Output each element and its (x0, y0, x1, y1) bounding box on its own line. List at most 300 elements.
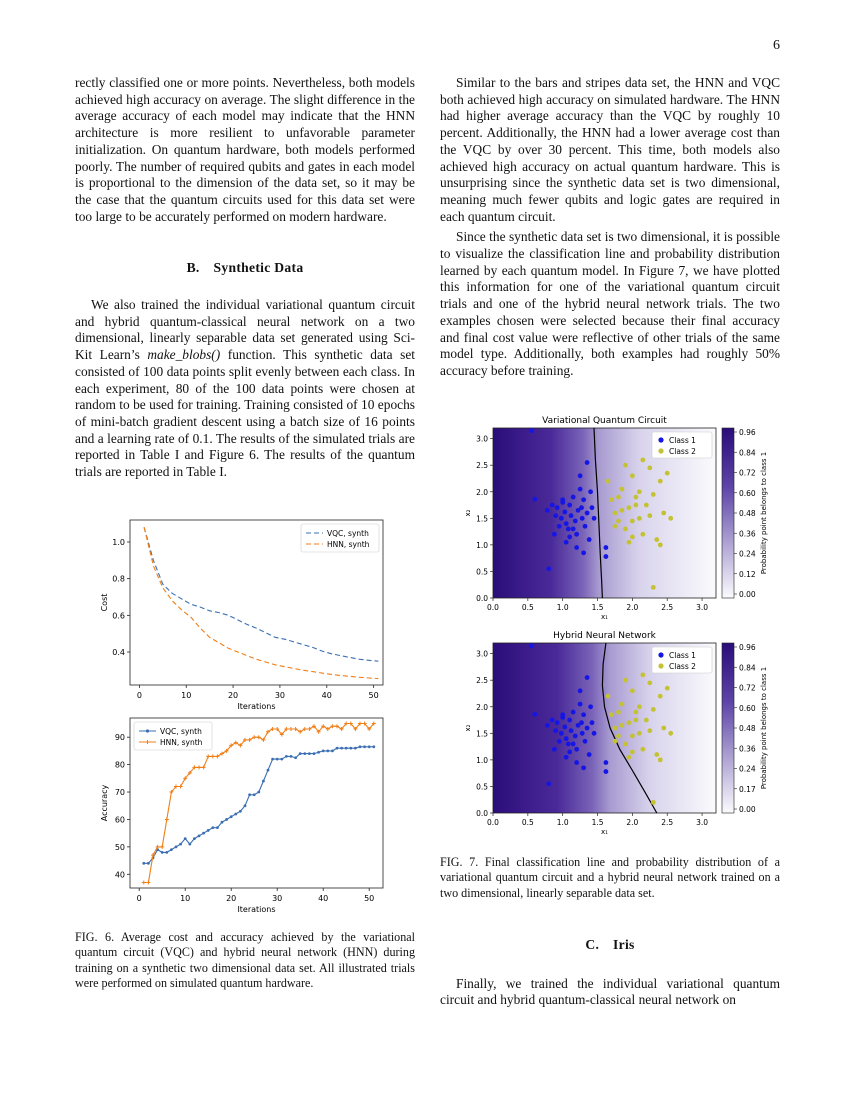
data-point (161, 851, 164, 854)
colorbar-tick-label: 0.36 (739, 744, 756, 754)
data-point (668, 516, 673, 521)
x-tick-label: 20 (226, 894, 237, 903)
data-point (661, 726, 666, 731)
figure-6-caption: FIG. 6. Average cost and accuracy achieved by the variational quantum circuit (VQC) and hybrid neural network (HNN) during training on a synthetic two dimensional data set. All illustrated trials were performed on simulated quantum hardware. (75, 930, 415, 991)
data-point (322, 750, 325, 753)
data-point (644, 718, 649, 723)
y-tick-label: 90 (114, 733, 125, 743)
paragraph: rectly classified one or more points. Nevertheless, both models achieved high accuracy on average. The slight difference in the average accuracy of each model may indicate that the HNN architecture is more resilient to unfavorable parameter initialization. On quantum hardware, both models performed poorly. The number of required qubits and gates in each model is proportional to the dimension of the data set, so it may be the case that the quantum circuits used for this data set were too large to be accurately performed on modern hardware. (75, 75, 415, 224)
y-tick-label: 0.6 (112, 611, 125, 621)
data-point (574, 760, 579, 765)
y-tick-label: 0.5 (476, 782, 488, 792)
y-tick-label: 1.0 (112, 538, 125, 547)
legend-label: VQC, synth (327, 529, 369, 538)
x-tick-label: 40 (321, 691, 332, 700)
data-point (668, 731, 673, 736)
y-axis-label: x₂ (464, 509, 472, 517)
data-point (262, 780, 265, 783)
y-tick-label: 0.4 (112, 648, 125, 657)
data-point (165, 851, 168, 854)
data-point (637, 516, 642, 521)
x-axis-label: Iterations (237, 905, 276, 913)
y-tick-label: 60 (114, 815, 125, 825)
data-point (545, 723, 550, 728)
right-column (440, 75, 780, 380)
x-axis-label: x₁ (601, 613, 608, 620)
data-point (230, 815, 233, 818)
data-point (603, 760, 608, 765)
legend-marker (658, 663, 663, 668)
data-point (581, 712, 586, 717)
colorbar-tick-label: 0.24 (739, 764, 756, 774)
data-point (573, 734, 578, 739)
data-point (665, 686, 670, 691)
colorbar-tick-label: 0.12 (739, 569, 756, 579)
data-point (658, 479, 663, 484)
data-point (560, 712, 565, 717)
data-point (633, 718, 638, 723)
y-tick-label: 50 (114, 842, 125, 852)
data-point (658, 694, 663, 699)
data-point (142, 862, 145, 865)
x-tick-label: 20 (227, 691, 239, 700)
data-point (349, 747, 352, 750)
data-point (553, 513, 558, 518)
y-tick-label: 40 (114, 870, 125, 880)
data-point (562, 510, 567, 515)
legend-label: HNN, synth (327, 540, 370, 549)
paragraph: Finally, we trained the individual variational quantum circuit and hybrid quantum-classical neural network on (440, 975, 780, 1008)
left-column (75, 75, 415, 481)
colorbar-tick-label: 0.48 (739, 724, 756, 733)
data-point (587, 537, 592, 542)
data-point (313, 752, 316, 755)
data-point (651, 800, 656, 805)
x-tick-label: 30 (272, 894, 283, 903)
data-point (620, 487, 625, 492)
data-point (620, 508, 625, 513)
data-point (567, 535, 572, 540)
data-point (529, 643, 534, 648)
data-point (550, 718, 555, 723)
right-column-lower (440, 937, 780, 1009)
legend (301, 524, 379, 552)
data-point (564, 521, 569, 526)
y-tick-label: 80 (114, 760, 125, 770)
data-point (588, 489, 593, 494)
colorbar-label: Probability point belongs to class 1 (760, 666, 768, 790)
data-point (651, 585, 656, 590)
data-point (637, 489, 642, 494)
data-point (567, 718, 572, 723)
legend (652, 432, 712, 458)
x-tick-label: 0 (136, 894, 142, 903)
data-point (647, 728, 652, 733)
data-point (290, 755, 293, 758)
data-point (606, 479, 611, 484)
figure-7-caption: FIG. 7. Final classification line and probability distribution of a variational quantum circuit and a hybrid neural network trained on a two dimensional, linearly separable data set. (440, 855, 780, 900)
data-point (623, 527, 628, 532)
x-tick-label: 0.5 (521, 818, 534, 827)
data-point (630, 473, 635, 478)
data-point (354, 747, 357, 750)
data-point (170, 848, 173, 851)
data-point (651, 707, 656, 712)
data-point (532, 497, 537, 502)
data-point (623, 463, 628, 468)
x-tick-label: 2.5 (661, 603, 674, 612)
colorbar-tick-label: 0.96 (739, 428, 756, 437)
legend-label: VQC, synth (160, 727, 202, 736)
data-point (630, 535, 635, 540)
data-point (585, 675, 590, 680)
data-point (571, 495, 576, 500)
data-point (546, 781, 551, 786)
data-point (564, 755, 569, 760)
data-point (567, 503, 572, 508)
data-point (592, 516, 597, 521)
data-point (587, 752, 592, 757)
data-point (588, 704, 593, 709)
data-point (571, 742, 576, 747)
data-point (579, 720, 584, 725)
y-tick-label: 1.0 (476, 540, 488, 550)
data-point (633, 495, 638, 500)
data-point (326, 750, 329, 753)
x-axis-label: x₁ (601, 828, 608, 835)
data-point (555, 720, 560, 725)
data-point (571, 710, 576, 715)
data-point (532, 712, 537, 717)
data-point (331, 750, 334, 753)
data-point (550, 503, 555, 508)
colorbar (722, 428, 734, 598)
data-point (340, 747, 343, 750)
data-point (280, 758, 283, 761)
legend-label: Class 1 (669, 436, 696, 445)
data-point (647, 680, 652, 685)
data-point (647, 465, 652, 470)
data-point (581, 765, 586, 770)
data-point (193, 837, 196, 840)
legend-marker (658, 448, 663, 453)
x-tick-label: 2.5 (661, 818, 674, 827)
x-tick-label: 2.0 (626, 818, 639, 827)
data-point (603, 769, 608, 774)
x-tick-label: 2.0 (626, 603, 639, 612)
data-point (578, 473, 583, 478)
data-point (640, 457, 645, 462)
data-point (633, 710, 638, 715)
colorbar-tick-label: 0.84 (739, 448, 756, 458)
data-point (581, 550, 586, 555)
colorbar-tick-label: 0.17 (739, 784, 756, 794)
data-point (560, 497, 565, 502)
data-point (580, 516, 585, 521)
colorbar-tick-label: 0.84 (739, 663, 756, 673)
data-point (585, 726, 590, 731)
data-point (368, 745, 371, 748)
data-point (637, 731, 642, 736)
data-point (630, 519, 635, 524)
data-point (216, 826, 219, 829)
data-point (637, 704, 642, 709)
legend-marker (658, 652, 663, 657)
data-point (658, 757, 663, 762)
data-point (569, 728, 574, 733)
data-point (211, 826, 214, 829)
data-point (573, 519, 578, 524)
data-point (574, 545, 579, 550)
data-point (606, 694, 611, 699)
data-point (581, 497, 586, 502)
data-point (188, 843, 191, 846)
x-tick-label: 30 (274, 691, 286, 700)
data-point (257, 791, 260, 794)
data-point (647, 513, 652, 518)
data-point (317, 751, 320, 754)
legend-label: Class 1 (669, 651, 696, 660)
y-tick-label: 2.5 (476, 676, 488, 686)
data-point (271, 758, 274, 761)
data-point (603, 554, 608, 559)
data-point (661, 511, 666, 516)
data-point (626, 720, 631, 725)
x-tick-label: 0 (136, 691, 142, 700)
data-point (609, 497, 614, 502)
accuracy-chart (95, 713, 395, 913)
y-tick-label: 70 (114, 788, 125, 798)
y-tick-label: 0.0 (476, 809, 488, 818)
cost-chart (95, 515, 395, 710)
data-point (630, 750, 635, 755)
y-axis-label: Accuracy (100, 784, 109, 822)
data-point (239, 810, 242, 813)
colorbar-tick-label: 0.00 (739, 590, 756, 599)
colorbar-tick-label: 0.00 (739, 805, 756, 814)
data-point (184, 837, 187, 840)
data-point (616, 734, 621, 739)
x-tick-label: 10 (181, 691, 192, 700)
data-point (578, 702, 583, 707)
legend-label: HNN, synth (160, 738, 203, 747)
data-point (557, 524, 562, 529)
y-tick-label: 2.5 (476, 461, 488, 471)
data-point (207, 829, 210, 832)
colorbar-tick-label: 0.24 (739, 549, 756, 559)
data-point (179, 843, 182, 846)
data-point (613, 739, 618, 744)
data-point (603, 545, 608, 550)
data-point (616, 519, 621, 524)
data-point (253, 793, 256, 796)
data-point (299, 752, 302, 755)
data-point (267, 769, 270, 772)
data-point (175, 845, 178, 848)
y-tick-label: 1.5 (476, 514, 488, 524)
data-point (303, 752, 306, 755)
x-tick-label: 10 (180, 894, 191, 903)
y-tick-label: 0.5 (476, 567, 488, 577)
y-tick-label: 1.5 (476, 729, 488, 739)
data-point (578, 487, 583, 492)
page-number: 6 (773, 38, 780, 53)
colorbar-tick-label: 0.60 (739, 703, 756, 713)
data-point (559, 516, 564, 521)
plot-title: Hybrid Neural Network (553, 631, 656, 641)
data-point (571, 527, 576, 532)
data-point (613, 726, 618, 731)
data-point (630, 734, 635, 739)
data-point (564, 736, 569, 741)
y-tick-label: 0.0 (476, 594, 488, 603)
data-point (221, 821, 224, 824)
data-point (555, 505, 560, 510)
data-point (552, 747, 557, 752)
data-point (654, 537, 659, 542)
data-point (552, 532, 557, 537)
function-name: make_blobs() (147, 347, 221, 363)
colorbar-tick-label: 0.96 (739, 643, 756, 652)
data-point (644, 503, 649, 508)
legend (134, 722, 212, 750)
data-point (294, 756, 297, 759)
data-point (654, 752, 659, 757)
colorbar-tick-label: 0.72 (739, 683, 756, 693)
x-tick-label: 0.0 (487, 603, 499, 612)
data-point (616, 710, 621, 715)
data-point (613, 524, 618, 529)
data-point (620, 702, 625, 707)
data-point (633, 503, 638, 508)
colorbar-tick-label: 0.36 (739, 529, 756, 539)
data-point (574, 532, 579, 537)
data-point (651, 492, 656, 497)
legend-label: Class 2 (669, 447, 696, 456)
x-tick-label: 0.0 (487, 818, 499, 827)
plot-title: Variational Quantum Circuit (542, 416, 667, 426)
y-tick-label: 3.0 (476, 649, 488, 659)
legend (652, 647, 712, 673)
x-tick-label: 3.0 (696, 818, 709, 827)
data-point (566, 742, 571, 747)
data-point (592, 731, 597, 736)
x-tick-label: 50 (364, 894, 375, 903)
data-point (574, 747, 579, 752)
x-tick-label: 1.5 (591, 818, 604, 827)
data-point (202, 832, 205, 835)
data-point (613, 511, 618, 516)
data-point (626, 505, 631, 510)
data-point (234, 813, 237, 816)
vqc-classification-plot (460, 410, 780, 620)
colorbar-label: Probability point belongs to class 1 (760, 451, 768, 575)
data-point (285, 755, 288, 758)
data-point (616, 495, 621, 500)
data-point (583, 524, 588, 529)
data-point (557, 739, 562, 744)
data-point (244, 804, 247, 807)
data-point (579, 505, 584, 510)
data-point (580, 731, 585, 736)
data-point (640, 532, 645, 537)
data-point (567, 750, 572, 755)
data-point (623, 678, 628, 683)
data-point (545, 508, 550, 513)
data-point (248, 793, 251, 796)
colorbar-tick-label: 0.60 (739, 488, 756, 498)
data-point (276, 758, 279, 761)
data-point (626, 755, 631, 760)
y-tick-label: 2.0 (476, 702, 488, 712)
x-tick-label: 0.5 (521, 603, 534, 612)
data-point (225, 818, 228, 821)
y-axis-label: Cost (100, 593, 109, 612)
x-tick-label: 3.0 (696, 603, 709, 612)
paragraph: We also trained the individual variational quantum circuit and hybrid quantum-classical neural network on a two dimensional, linearly separable data set generated using Sci-Kit Learn’s make_blobs() function. This synthetic data set consisted of 100 data points split evenly between each class. In each experiment, 80 of the 100 data points were chosen at random to be used for training. Training consisted of 10 epochs of mini-batch gradient descent using a batch size of 16 points and a learning rate of 0.1. The results of the simulated trials are reported in Table I and Figure 6. The results of the quantum trials are reported in Table I. (75, 297, 415, 480)
data-point (578, 688, 583, 693)
data-point (609, 712, 614, 717)
data-point (585, 511, 590, 516)
data-point (363, 745, 366, 748)
data-point (336, 747, 339, 750)
legend-marker (658, 437, 663, 442)
y-tick-label: 3.0 (476, 434, 488, 444)
section-heading-synthetic-data: B. Synthetic Data (186, 260, 304, 276)
data-point (372, 745, 375, 748)
data-point (640, 672, 645, 677)
data-point (620, 723, 625, 728)
colorbar-tick-label: 0.48 (739, 509, 756, 518)
data-point (546, 566, 551, 571)
x-axis-label: Iterations (237, 702, 276, 710)
data-point (559, 731, 564, 736)
data-point (590, 505, 595, 510)
y-axis-label: x₂ (464, 724, 472, 732)
legend-label: Class 2 (669, 662, 696, 671)
data-point (626, 540, 631, 545)
x-tick-label: 40 (318, 894, 329, 903)
x-tick-label: 50 (368, 691, 379, 700)
data-point (658, 542, 663, 547)
data-point (198, 835, 201, 838)
paragraph: Similar to the bars and stripes data set, the HNN and VQC both achieved high accuracy on simulated hardware. The HNN had higher average accuracy than the VQC by roughly 10 percent. Additionally, the HNN had a lower average cost than the VQC by over 30 percent. This time, both models also achieved high accuracy on actual quantum hardware. This is unsurprising since the synthetic data set is two dimensional, meaning much fewer qubits and logic gates are required in each quantum circuit. (440, 75, 780, 224)
hnn-classification-plot (460, 625, 780, 835)
legend-marker (146, 729, 149, 732)
x-tick-label: 1.5 (591, 603, 604, 612)
data-point (359, 745, 362, 748)
data-point (308, 752, 311, 755)
data-point (585, 460, 590, 465)
data-point (640, 747, 645, 752)
data-point (630, 688, 635, 693)
data-point (562, 725, 567, 730)
data-point (569, 513, 574, 518)
x-tick-label: 1.0 (556, 818, 569, 827)
x-tick-label: 1.0 (556, 603, 569, 612)
data-point (583, 739, 588, 744)
data-point (566, 527, 571, 532)
section-heading-iris: C. Iris (585, 937, 635, 952)
y-tick-label: 2.0 (476, 487, 488, 497)
y-tick-label: 1.0 (476, 755, 488, 765)
data-point (590, 720, 595, 725)
data-point (665, 471, 670, 476)
paragraph: Since the synthetic data set is two dimensional, it is possible to visualize the classification line and probability distribution learned by each quantum model. In Figure 7, we have plotted this information for one of the variational quantum circuit trials and one of the hybrid neural network trials. The two examples chosen were selected because their final accuracy and final cost value were reflective of other trials of the same model type. Additionally, both examples had roughly 50% accuracy before training. (440, 229, 780, 378)
y-tick-label: 0.8 (112, 574, 125, 584)
data-point (623, 742, 628, 747)
data-point (345, 747, 348, 750)
